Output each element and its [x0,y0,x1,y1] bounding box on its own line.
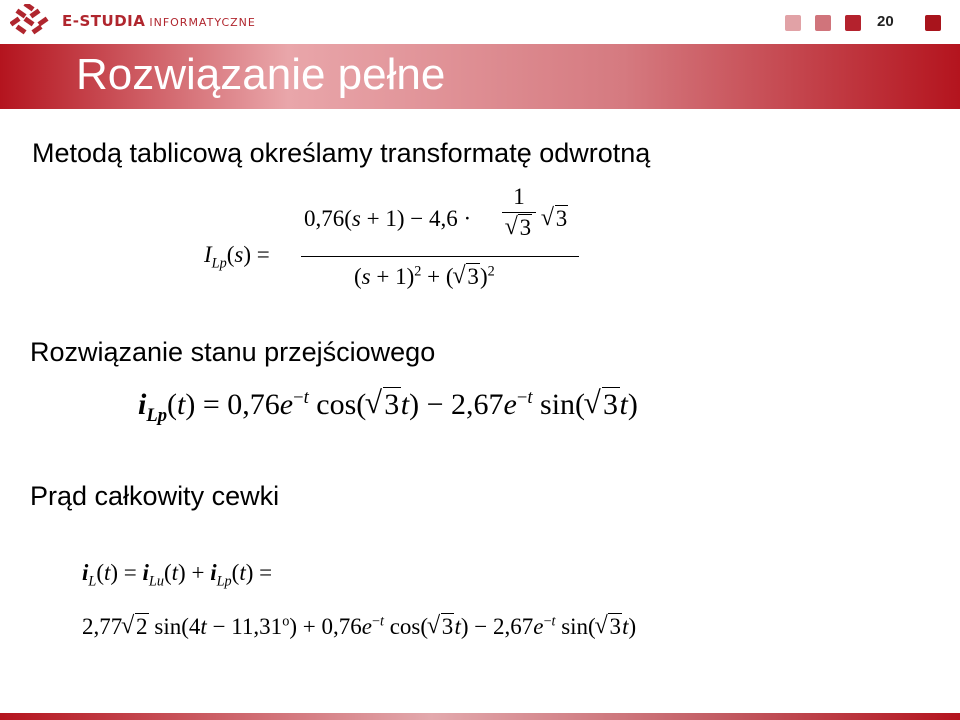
brand-main: E-STUDIA [62,12,146,30]
decor-squares [0,15,960,31]
equation-lhs: $I_{Lp}(s)$ = [204,242,270,272]
equation-numerator: 0,76(s + 1) − 4,6 · [304,206,472,231]
equation-transient-solution: $i_{Lp}(t) = 0,76e^{-t}$ cos(√ $3t) - 2,67e^{-t}$ sin(√ 3t) [138,388,638,422]
slide-title: Rozwiązanie pełne [76,50,446,99]
equation-inner-fraction: 1 √ 3 [502,184,536,241]
decor-square-1 [785,15,801,31]
page-number: 20 [877,13,894,30]
decor-square-3 [845,15,861,31]
decor-square-2 [815,15,831,31]
section-heading-transient: Rozwiązanie stanu przejściowego [30,337,436,367]
fraction-line [301,256,579,257]
brand-sub: INFORMATYCZNE [149,16,256,29]
decor-square-4 [925,15,941,31]
footer-bar [0,713,960,720]
equation-total-current-line1: $i_L(t) = i_{Lu}(t) + i_{Lp}(t)$ = [82,560,273,590]
equation-numerator-root: √ 3 [542,206,568,232]
section-heading-total-current: Prąd całkowity cewki [30,481,280,511]
equation-total-current-line2: 2,77√ 2 $\sin(4t - 11,31^o) + 0,76e^{-t}$ cos(√ $3t) - 2,67e^{-t}$ sin(√ 3t) [82,614,636,640]
section-heading-inverse-transform: Metodą tablicową określamy transformatę odwrotną [32,138,651,168]
equation-denominator: $(s + 1)^2$ + (√ 3)$^2$ [354,264,495,290]
